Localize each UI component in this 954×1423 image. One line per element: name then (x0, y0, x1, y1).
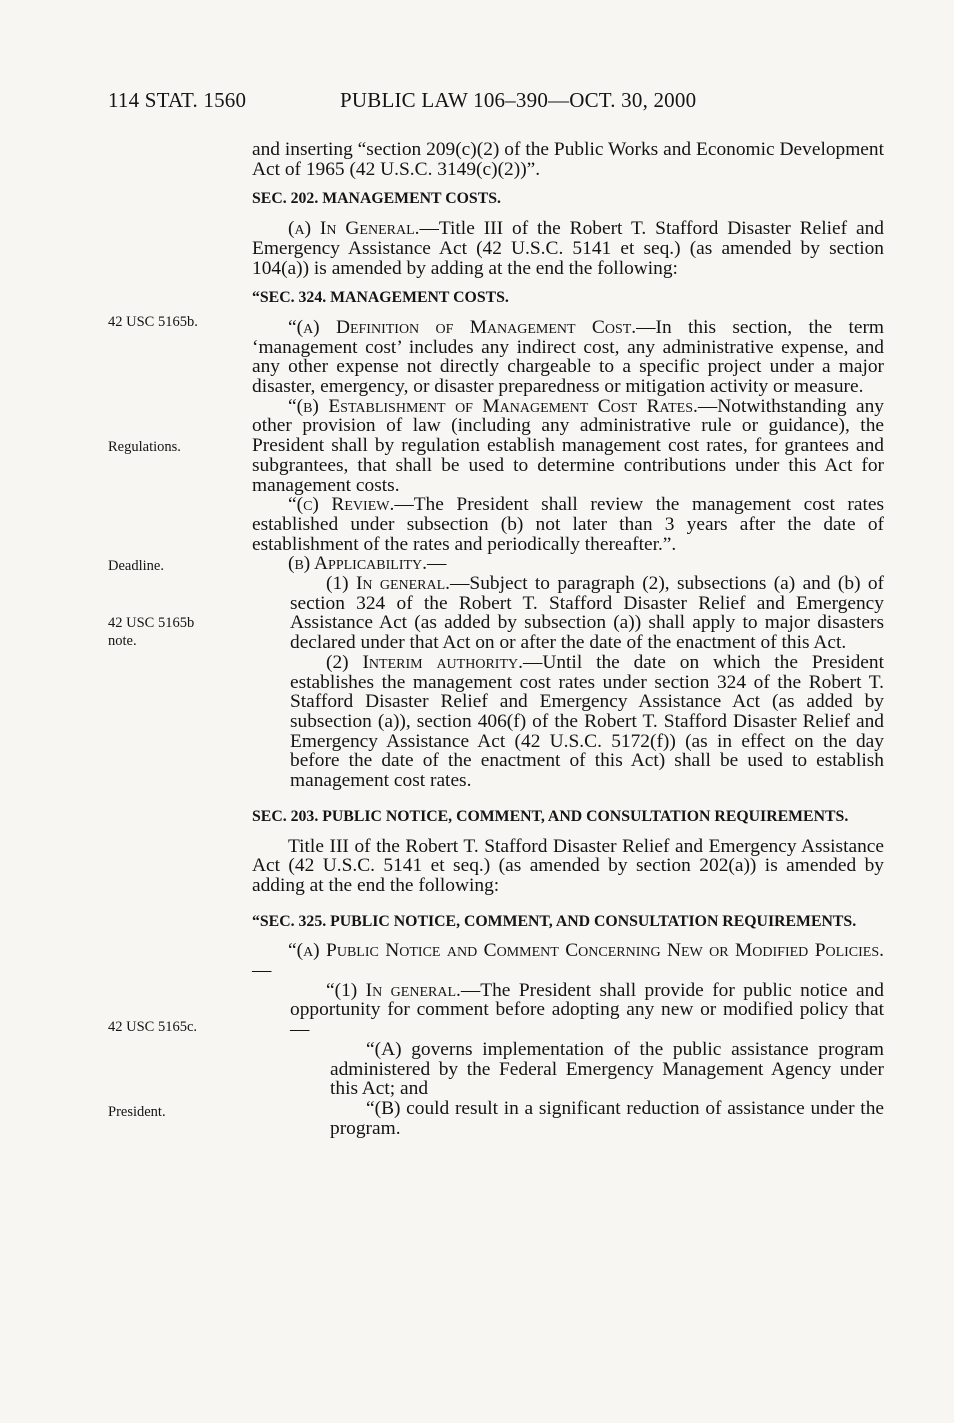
section-202-subsection-b (252, 554, 884, 574)
stat-reference: 114 STAT. 1560 (108, 88, 247, 112)
margin-note-deadline: Deadline. (108, 558, 164, 574)
section-202-heading: SEC. 202. MANAGEMENT COSTS. (252, 190, 501, 208)
margin-note-line: 42 USC 5165b (108, 615, 195, 631)
subsection-text: —Notwithstanding any other provision of law (including any administrative rule or guidance), the President shall by regulation establish management cost rates, for grantees and subgrantees, that shall be used to determine contributions under this Act for management costs. (252, 395, 884, 496)
intro-paragraph: and inserting “section 209(c)(2) of the Public Works and Economic Development Act of 1965 (42 U.S.C. 3149(c)(2))”. (252, 139, 884, 180)
paragraph-label: (1) In general. (326, 573, 451, 595)
section-203-heading: SEC. 203. PUBLIC NOTICE, COMMENT, AND CONSULTATION REQUIREMENTS. (252, 807, 849, 825)
section-325-subparagraph-A: “(A) governs implementation of the public assistance program administered by the Federal Emergency Management Agency under this Act; and (330, 1038, 884, 1100)
margin-note-regulations: Regulations. (108, 439, 181, 455)
subsection-label: “(a) Public Notice and Comment Concerning New or Modified Policies. (288, 940, 884, 962)
subsection-label: (b) Applicability. (288, 553, 427, 575)
public-law-reference: PUBLIC LAW 106–390—OCT. 30, 2000 (340, 88, 697, 112)
section-202-paragraph-b2 (252, 653, 884, 791)
subsection-label: “(b) Establishment of Management Cost Rates. (288, 395, 698, 417)
section-325-subparagraph-B: “(B) could result in a significant reduction of assistance under the program. (330, 1097, 884, 1139)
section-325-subsection-a (252, 941, 884, 980)
section-324-subsection-c (252, 495, 884, 554)
paragraph-text: —The President shall provide for public notice and opportunity for comment before adopting any new or modified policy that— (290, 979, 884, 1041)
paragraph-label: (2) Interim authority. (326, 651, 523, 673)
section-325-paragraph-a1 (252, 981, 884, 1040)
section-325-heading: “SEC. 325. PUBLIC NOTICE, COMMENT, AND CONSULTATION REQUIREMENTS. (252, 912, 857, 930)
margin-note-usc-5165b: 42 USC 5165b. (108, 314, 198, 330)
subsection-label: (a) In General. (288, 218, 420, 240)
paragraph-text: —Until the date on which the President establishes the management cost rates under section 324 of the Robert T. Stafford Disaster Relief and Emergency Assistance Act (as added by subsection (a)), section 406(f) of the Robert T. Stafford Disaster Relief and Emergency Assistance Act (42 U.S.C. 5172(f)) (as in effect on the day before the date of the enactment of this Act) shall be used to establish management cost rates. (290, 651, 884, 792)
spacer (252, 896, 884, 902)
paragraph-text: —Subject to paragraph (2), subsections (a) and (b) of section 324 of the Robert T. Stafford Disaster Relief and Emergency Assistance Act (as added by subsection (a)) shall apply to major disasters declared under that Act on or after the date of the enactment of this Act. (290, 573, 885, 654)
margin-note-usc-5165c: 42 USC 5165c. (108, 1019, 198, 1035)
section-202-subsection-a (252, 219, 884, 278)
spacer (252, 791, 884, 797)
section-324-subsection-b (252, 397, 884, 496)
subsection-text: —The President shall review the management cost rates established under subsection (b) not later than 3 years after the date of establishment of the rates and periodically thereafter.”. (252, 494, 885, 555)
paragraph-label: “(1) In general. (326, 979, 461, 1001)
section-324-subsection-a (252, 318, 884, 397)
margin-note-line: note. (108, 633, 137, 649)
subsection-text: —Title III of the Robert T. Stafford Disaster Relief and Emergency Assistance Act (42 U.S.C. 5141 et seq.) (as amended by section 104(a)) is amended by adding at the end the following: (252, 218, 884, 279)
subsection-label: “(c) Review. (288, 494, 395, 516)
subsection-label: “(a) Definition of Management Cost. (288, 316, 637, 338)
document-body (252, 140, 884, 1138)
subsection-text: — (252, 960, 272, 982)
margin-note-usc-5165b-note (108, 614, 228, 650)
margin-note-president: President. (108, 1104, 166, 1120)
section-203-text: Title III of the Robert T. Stafford Disaster Relief and Emergency Assistance Act (42 U.S.C. 5141 et seq.) (as amended by section 202(a)) is amended by adding at the end the following: (252, 835, 884, 896)
subsection-text: —In this section, the term ‘management cost’ includes any indirect cost, any administrative expense, and any other expense not directly chargeable to a specific project under a major disaster, emergency, or disaster preparedness or mitigation activity or measure. (252, 316, 884, 398)
section-202-paragraph-b1 (252, 574, 884, 653)
subsection-text: — (427, 553, 447, 575)
section-324-heading: “SEC. 324. MANAGEMENT COSTS. (252, 289, 509, 307)
